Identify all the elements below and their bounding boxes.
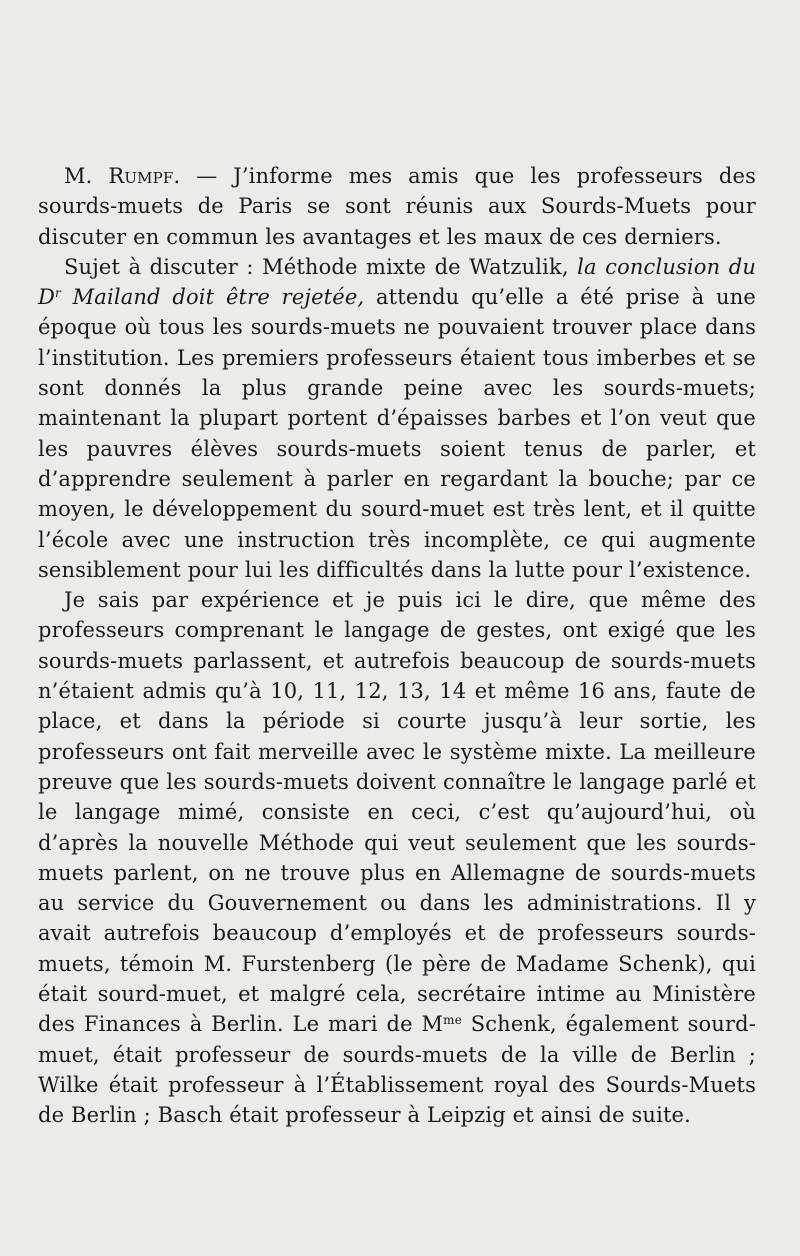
paragraph-3 <box>38 585 756 1130</box>
paragraph-2-text-b: attendu qu’elle a été prise à une époque où tous les sourds-muets ne pouvaient trouver place dans l’institution. Les premiers professeurs étaient tous imberbes et se sont donnés la plus grande peine avec les sourds-muets; maintenant la plupart portent d’épaisses barbes et l’on veut que les pauvres élèves sourds-muets soient tenus de parler, et d’apprendre seulement à parler en regardant la bouche; par ce moyen, le développement du sourd-muet est très lent, et il quitte l’école avec une instruction très incomplète, ce qui augmente sensiblement pour lui les difficultés dans la lutte pour l’existence. <box>38 285 756 582</box>
paragraph-2-italic-a: la conclusion du D <box>38 254 756 310</box>
paragraph-2-superscript: r <box>55 286 61 301</box>
text-body <box>38 161 756 1131</box>
paragraph-1 <box>38 161 756 252</box>
paragraph-3-text-b: Schenk, également sourd-muet, était professeur de sourds-muets de la ville de Berlin ; Wilke était professeur à l’Établissement royal des Sourds-Muets de Berlin ; Basch était professeur à Leipzig et ainsi de suite. <box>38 1012 756 1128</box>
paragraph-3-superscript: me <box>443 1013 462 1028</box>
paragraph-2 <box>38 252 756 585</box>
paragraph-2-italic-b: Mailand doit être rejetée, <box>60 285 365 310</box>
paragraph-2-text-a: Sujet à discuter : Méthode mixte de Watzulik, <box>64 254 578 279</box>
speaker-name: M. Rumpf. <box>64 164 181 188</box>
paragraph-3-text-a: Je sais par expérience et je puis ici le dire, que même des professeurs comprenant le langage de gestes, ont exigé que les sourds-muets parlassent, et autrefois beaucoup de sourds-muets n’étaient admis qu’à 10, 11, 12, 13, 14 et même 16 ans, faute de place, et dans la période si courte jusqu’à leur sortie, les professeurs ont fait merveille avec le système mixte. La meilleure preuve que les sourds-muets doivent connaître le langage parlé et le langage mimé, consiste en ceci, c’est qu’aujourd’hui, où d’après la nouvelle Méthode qui veut seulement que les sourds-muets parlent, on ne trouve plus en Allemagne de sourds-muets au service du Gouvernement ou dans les administrations. Il y avait autrefois beaucoup d’employés et de professeurs sourds-muets, témoin M. Furstenberg (le père de Madame Schenk), qui était sourd-muet, et malgré cela, secrétaire intime au Ministère des Finances à Berlin. Le mari de M <box>38 588 756 1037</box>
paragraph-1-text: — J’informe mes amis que les professeurs des sourds-muets de Paris se sont réunis aux Sourds-Muets pour discuter en commun les avantages et les maux de ces derniers. <box>38 164 756 249</box>
